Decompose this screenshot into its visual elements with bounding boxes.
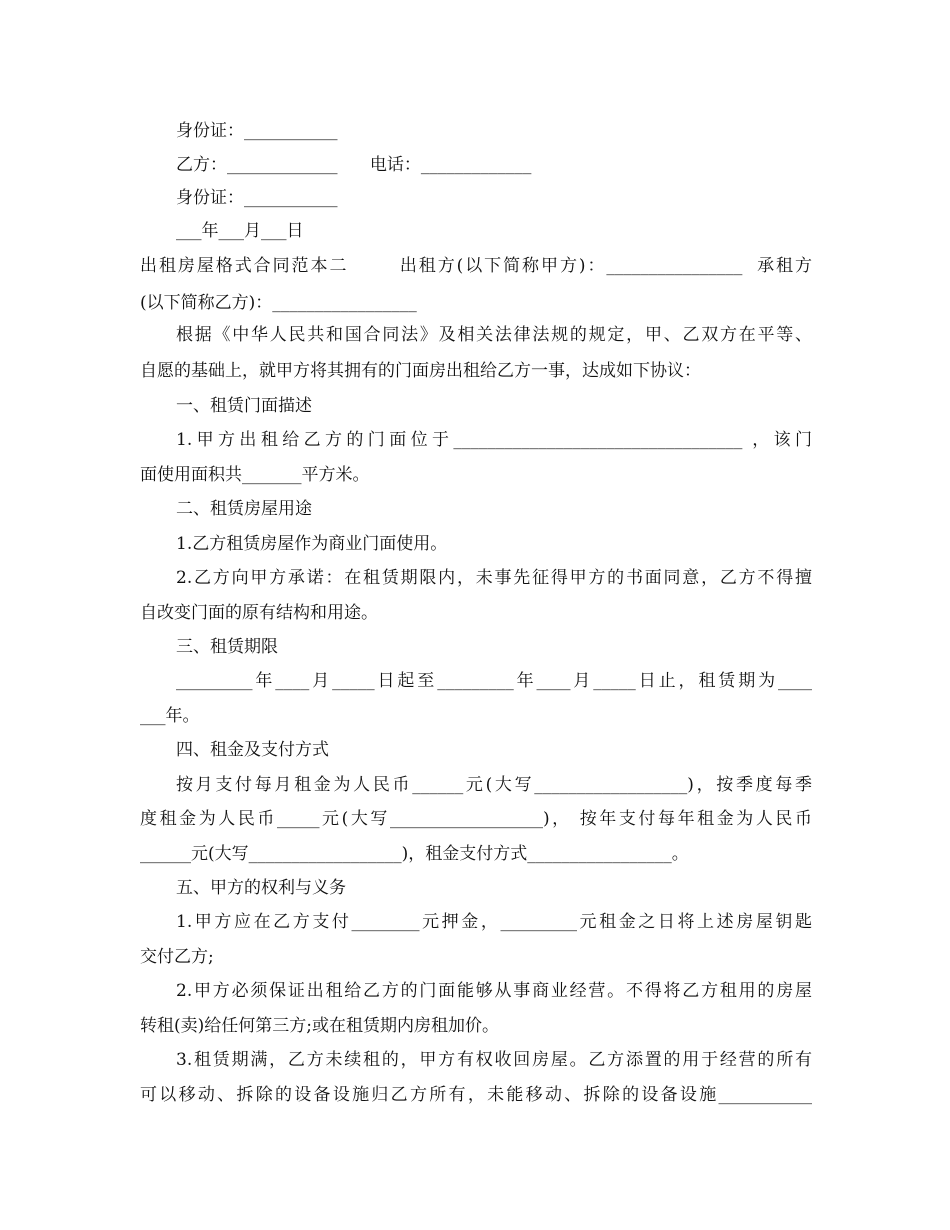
rent-line-3: ______元(大写__________________)，租金支付方式_________________。 (140, 844, 689, 864)
clause-1-1-line-1: 1.甲方出租给乙方的门面位于__________________________________ ，该门 (176, 430, 812, 450)
section-heading-4: 四、租金及支付方式 (176, 740, 329, 760)
clause-2-2-line-2: 自改变门面的原有结构和用途。 (140, 603, 378, 623)
id-card-line-1: 身份证：___________ (176, 121, 338, 141)
clause-5-2-line-1: 2.甲方必须保证出租给乙方的门面能够从事商业经营。不得将乙方租用的房屋 (176, 981, 812, 1001)
rent-line-1: 按月支付每月租金为人民币______元(大写__________________)，按季度每季 (176, 775, 812, 795)
id-card-line-2: 身份证：___________ (176, 188, 338, 208)
section-heading-3: 三、租赁期限 (176, 637, 278, 657)
clause-2-2-line-1: 2.乙方向甲方承诺：在租赁期限内，未事先征得甲方的书面同意，乙方不得擅 (176, 568, 812, 588)
clause-5-2-line-2: 转租(卖)给任何第三方;或在租赁期内房租加价。 (140, 1016, 499, 1036)
section-heading-5: 五、甲方的权利与义务 (176, 878, 346, 898)
rent-line-2: 度租金为人民币_____元(大写__________________)， 按年支付每年租金为人民币 (140, 809, 812, 829)
lessee-line: (以下简称乙方)：_________________ (140, 293, 417, 313)
section-heading-2: 二、租赁房屋用途 (176, 499, 312, 519)
clause-5-1-line-1: 1.甲方应在乙方支付________元押金，_________元租金之日将上述房屋钥匙 (176, 912, 812, 932)
clause-5-3-line-1: 3.租赁期满，乙方未续租的，甲方有权收回房屋。乙方添置的用于经营的所有 (176, 1050, 812, 1070)
term-line-1: _________年____月_____日起至_________年____月_____日止，租赁期为____ (176, 671, 812, 691)
preamble-line-2: 自愿的基础上，就甲方将其拥有的门面房出租给乙方一事，达成如下协议： (140, 361, 701, 381)
preamble-line-1: 根据《中华人民共和国合同法》及相关法律法规的规定，甲、乙双方在平等、 (176, 325, 812, 345)
template-title-line: 出租房屋格式合同范本二 出租方(以下简称甲方)：________________ 承租方 (140, 256, 812, 276)
clause-2-1: 1.乙方租赁房屋作为商业门面使用。 (176, 534, 448, 554)
section-heading-1: 一、租赁门面描述 (176, 396, 312, 416)
clause-5-3-line-2: 可以移动、拆除的设备设施归乙方所有，未能移动、拆除的设备设施___________ (140, 1085, 812, 1105)
clause-5-1-line-2: 交付乙方; (140, 947, 214, 967)
date-line: ___年___月___日 (176, 221, 304, 241)
term-line-2: ___年。 (140, 706, 200, 726)
clause-1-1-line-2: 面使用面积共_______平方米。 (140, 465, 370, 485)
party-b-phone-line: 乙方：_____________ 电话：_____________ (176, 155, 532, 175)
